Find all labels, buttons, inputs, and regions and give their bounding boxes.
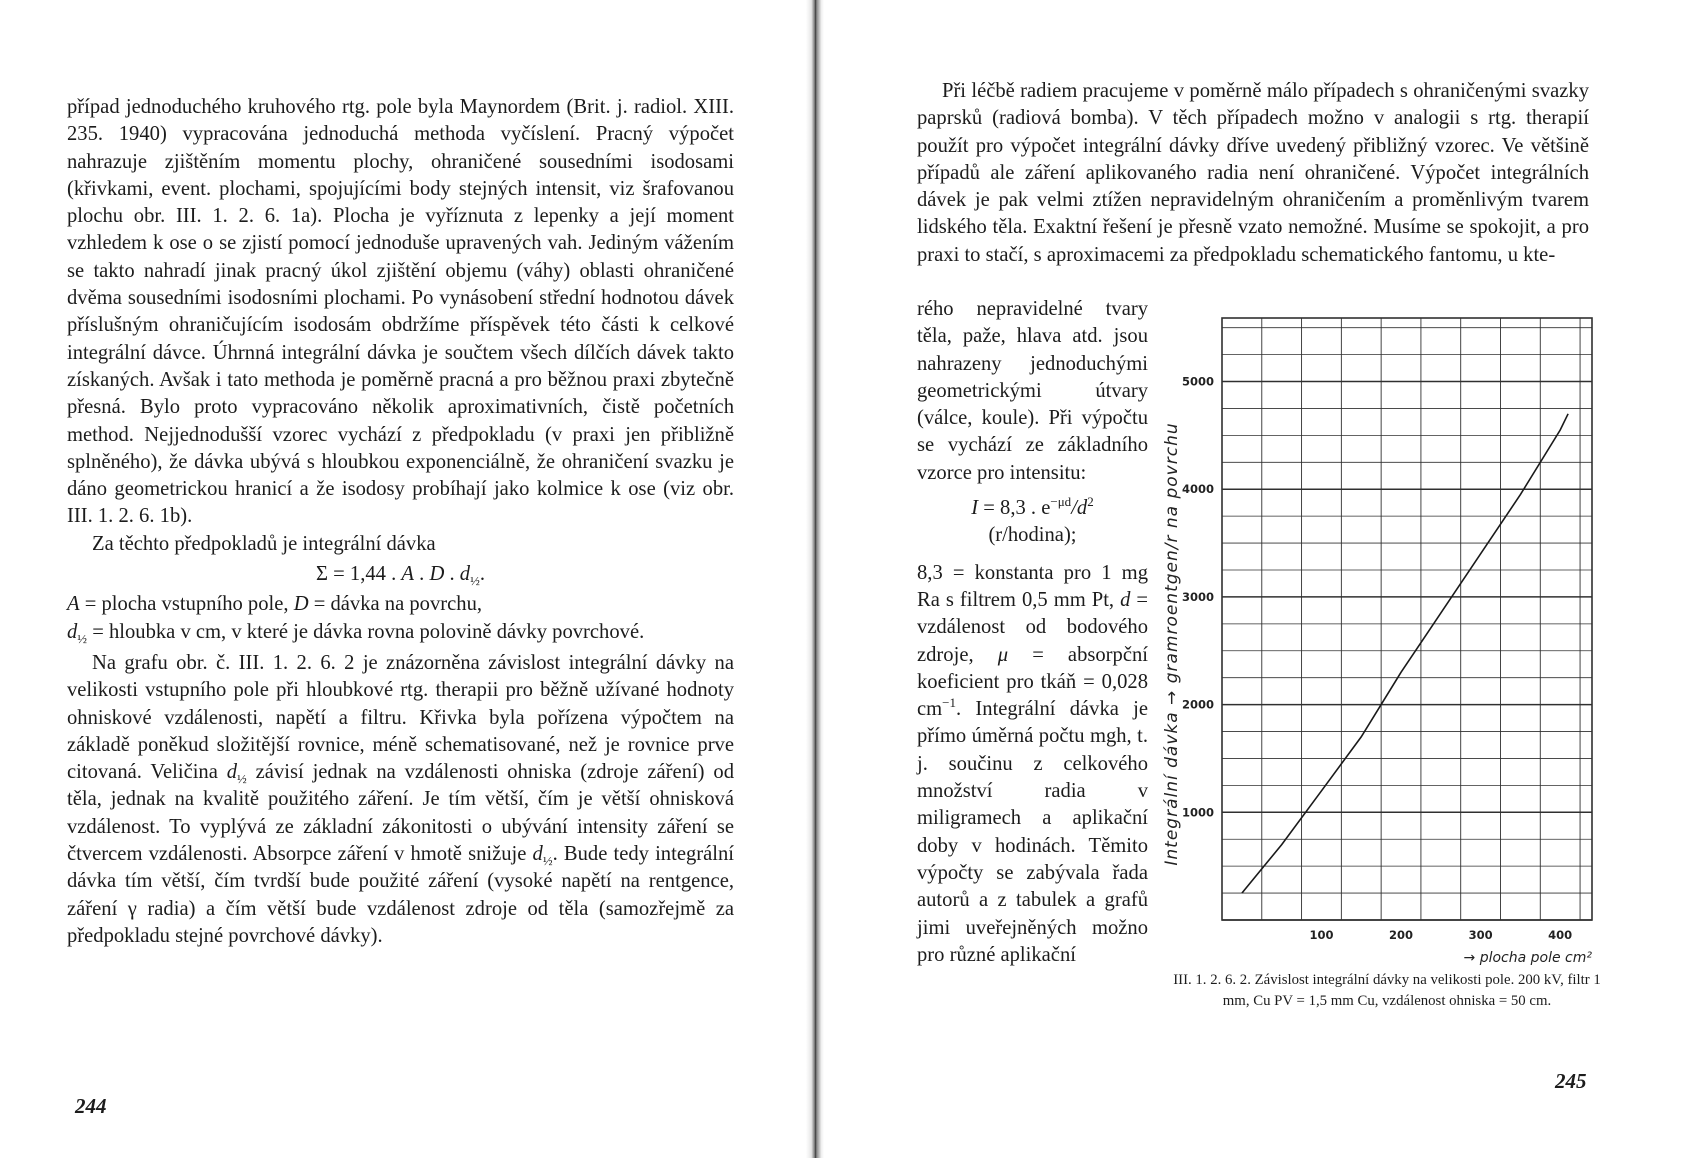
left-page-text bbox=[67, 94, 734, 950]
legend-subscript: ½ bbox=[77, 630, 88, 646]
chart-grid bbox=[1222, 318, 1592, 920]
inline-var: μ bbox=[997, 643, 1009, 666]
chart-series bbox=[1242, 414, 1568, 893]
page-number-right: 245 bbox=[1555, 1069, 1587, 1093]
formula-part: . bbox=[414, 563, 430, 586]
wrapped-text-column bbox=[917, 296, 1148, 969]
paragraph-text: . Integrální dávka je přímo úměrná počtu mgh, t. j. součinu z celkového množství radia v miligramech a aplikační doby v hodinách. Těmito výpočty se zabývala řada autorů a z tabulek a grafů jimi uveřejněných možno pro různé aplikační bbox=[917, 698, 1148, 966]
legend-var: d bbox=[67, 620, 78, 643]
paragraph-text: závisí jednak na vzdálenosti ohniska (zdroje záření) od těla, jednak na kvalitě použitého záření. Je tím větší, čím je větší ohnisková vzdálenost. To vyplývá ze základní zákonitosti o ubývání intensity záření se čtvercem vzdálenosti. Absorpce záření v hmotě snižuje bbox=[67, 761, 735, 866]
y-tick-label: 2000 bbox=[1181, 697, 1214, 712]
x-tick-label: 100 bbox=[1309, 928, 1334, 942]
y-tick-label: 5000 bbox=[1181, 374, 1214, 389]
paragraph-text: = absorpční koeficient pro tkáň = 0,028 cm bbox=[917, 643, 1148, 721]
y-tick-label: 3000 bbox=[1181, 589, 1214, 604]
legend-var: A bbox=[67, 593, 80, 616]
formula-part: . bbox=[444, 563, 460, 586]
chart-y-axis-label: Integrální dávka → gramroentgen/r na povrchu bbox=[1162, 422, 1182, 866]
chart-tick-labels bbox=[1182, 375, 1572, 942]
chart-plot bbox=[1158, 298, 1606, 966]
integral-dose-formula bbox=[67, 561, 734, 588]
formula-subscript: ½ bbox=[470, 573, 480, 589]
paragraph bbox=[67, 650, 734, 950]
legend-text: = dávka na povrchu, bbox=[308, 593, 483, 616]
dose-curve bbox=[1242, 414, 1568, 893]
page-number-left: 244 bbox=[75, 1094, 107, 1118]
x-tick-label: 400 bbox=[1548, 928, 1573, 942]
x-tick-label: 200 bbox=[1389, 928, 1414, 942]
inline-var: d bbox=[226, 761, 238, 784]
figure-caption: III. 1. 2. 6. 2. Závislost integrální dávky na velikosti pole. 200 kV, filtr 1 mm, Cu PV = 1,5 mm Cu, vzdálenost ohniska = 50 cm. bbox=[1173, 972, 1601, 1009]
paragraph: Za těchto předpokladů je integrální dávka bbox=[92, 532, 436, 555]
paragraph: Při léčbě radiem pracujeme v poměrně málo případech s ohraničenými svazky paprsků (radiová bomba). V těch případech možno v analogii s rtg. therapií použít pro výpočet integrální dávky dříve uvedený přibližný vzorec. Ve většině případů ale záření aplikovaného radia není ohraničené. Výpočet integrálních dávek je pak velmi ztížen nepravidelným ohraničením a proměnlivým tvarem lidského těla. Exaktní řešení je přesně vzato nemožné. Musíme se spokojit, a pro praxi to stačí, s aproximacemi za předpokladu schematického fantomu, u kte- bbox=[917, 80, 1589, 266]
formula-part: = 1,44 . bbox=[328, 563, 402, 586]
paragraph: případ jednoduchého kruhového rtg. pole byla Maynordem (Brit. j. radiol. XIII. 235. 1940) vypracována jednoduchá methoda vyčíslení. Pracný výpočet nahrazuje zjištěním momentu plochy, ohraničené sousedními isodosami (křivkami, event. plochami, spojujícími body stejných intensit, viz šrafovanou plochu obr. III. 1. 2. 6. 1a). Plocha je vyříznuta z lepenky a její moment vzhledem k ose o se zjistí pomocí jednoduše upravených vah. Jediným vážením se takto nahradí jinak pracný úkol zjištění objemu (váhy) oblasti ohraničené dvěma sousedními isodosními plochami. Po vynásobení střední hodnotou dávek příslušným ohraničujícím isodosám obdržíme příspěvek této části k celkové integrální dávce. Úhrnná integrální dávka je součtem všech dílčích dávek takto získaných. Avšak i tato methoda je poměrně pracná a pro běžnou praxi zbytečně přesná. Bylo proto vypracováno několik aproximativních, čistě početních method. Nejjednodušší vzorec vychází z předpokladu (v praxi jen přibližně splněného), že dávka ubývá s hloubkou exponenciálně, že ohraničení svazku je dáno geometrickou hranicí a že isodosy probíhají jako kolmice k ose (viz obr. III. 1. 2. 6. 1b). bbox=[67, 96, 734, 528]
inline-subscript: ½ bbox=[237, 771, 247, 787]
paragraph-text: = vzdálenost od bodového zdroje, bbox=[917, 588, 1148, 666]
paragraph-text: Na grafu obr. č. III. 1. 2. 6. 2 je znázorněna závislost integrální dávky na velikosti vstupního pole při hloubkové rtg. therapii pro běžně užívané hodnoty ohniskové vzdálenosti, napětí a filtru. Křivka byla pořízena výpočtem na základě poněkud složitější rovnice, méně schematisované, než je rovnice prve citovaná. Veličina bbox=[67, 651, 734, 784]
formula-var: d bbox=[459, 563, 471, 586]
inline-var: d bbox=[532, 843, 543, 866]
paragraph bbox=[917, 560, 1148, 969]
formula-unit: (r/hodina); bbox=[988, 524, 1077, 547]
formula-part: /d bbox=[1071, 497, 1088, 520]
formula-var: A bbox=[401, 563, 414, 586]
inline-subscript: ½ bbox=[542, 853, 553, 869]
formula-var: I bbox=[971, 497, 979, 520]
legend-text: = hloubka v cm, v které je dávka rovna polovině dávky povrchové. bbox=[87, 620, 645, 643]
formula-sigma: Σ bbox=[316, 563, 328, 586]
x-tick-label: 300 bbox=[1468, 928, 1493, 942]
y-tick-label: 4000 bbox=[1181, 482, 1214, 497]
inline-exponent: −1 bbox=[942, 695, 957, 711]
formula-exponent: −μd bbox=[1050, 494, 1072, 510]
formula-legend-line bbox=[67, 591, 734, 618]
paragraph-text: . Bude tedy integrální dávka tím větší, čím tvrdší bude použité záření (vysoké napětí na rentgence, záření γ radia) a čím větší bude vzdálenost zdroje od těla (samozřejmě za předpokladu stejné povrchové dávky). bbox=[67, 843, 734, 947]
paragraph-text: 8,3 = konstanta pro 1 mg Ra s filtrem 0,5 mm Pt, bbox=[917, 561, 1148, 611]
formula-exponent: 2 bbox=[1087, 494, 1094, 510]
inline-var: d bbox=[1120, 588, 1131, 611]
book-gutter bbox=[806, 0, 824, 1158]
paragraph: rého nepravidelné tvary těla, paže, hlava atd. jsou nahrazeny jednoduchými geometrickými útvary (válce, koule). Při výpočtu se vychází ze základního vzorce pro intensitu: bbox=[917, 298, 1148, 484]
chart-x-axis-label: → plocha pole cm² bbox=[1463, 950, 1592, 966]
integral-dose-chart bbox=[1158, 298, 1606, 966]
right-page-text bbox=[917, 78, 1589, 269]
legend-text: = plocha vstupního pole, bbox=[79, 593, 294, 616]
formula-part: = 8,3 . e bbox=[978, 497, 1051, 520]
formula-legend-line bbox=[67, 619, 734, 646]
legend-var: D bbox=[293, 593, 309, 616]
formula-var: D bbox=[429, 563, 445, 586]
formula-part: . bbox=[479, 563, 485, 586]
y-tick-label: 1000 bbox=[1181, 805, 1214, 820]
intensity-formula bbox=[917, 495, 1148, 522]
